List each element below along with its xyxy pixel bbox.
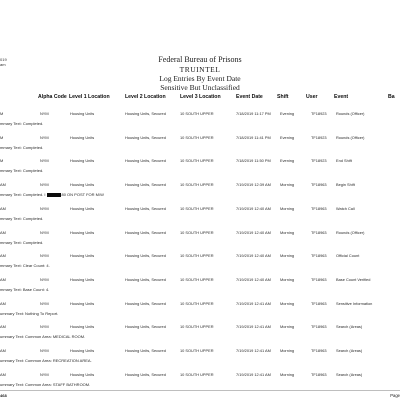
row-user: TF18963 [311, 277, 327, 282]
row-event-date: 7/19/2019 12:41 AM [236, 324, 271, 329]
classification-label: Sensitive But Unclassified [160, 83, 240, 92]
row-summary [0, 168, 43, 173]
row-level2: Housing Units, Secured [125, 182, 166, 187]
row-level3: 10 SOUTH UPPER [180, 348, 214, 353]
row-time: M [0, 111, 4, 116]
row-time: AM [0, 253, 6, 258]
row-level1: Housing Units [70, 253, 95, 258]
row-event-date: 7/19/2019 12:39 AM [236, 182, 271, 187]
row-alpha: NYM [40, 158, 49, 163]
row-time: AM [0, 230, 6, 235]
row-event-date: 7/19/2019 12:40 AM [236, 253, 271, 258]
col-level3: Level 3 Location [180, 94, 221, 100]
row-event-date: 7/19/2019 12:41 AM [236, 348, 271, 353]
row-event-date: 7/18/2019 11:41 PM [236, 135, 271, 140]
row-event: Begin Shift [336, 182, 355, 187]
row-level3: 10 SOUTH UPPER [180, 301, 214, 306]
summary-text: mmary Text: Clear Count: 4. [0, 263, 50, 268]
row-time: AM [0, 324, 6, 329]
row-summary [0, 240, 43, 245]
row-time: AM [0, 301, 6, 306]
col-user: User [306, 94, 318, 100]
row-level1: Housing Units [70, 158, 95, 163]
row-event-date: 7/19/2019 12:41 AM [236, 372, 271, 377]
row-alpha: NYM [40, 372, 49, 377]
row-level1: Housing Units [70, 277, 95, 282]
row-time: AM [0, 182, 6, 187]
row-summary [0, 311, 58, 316]
row-summary [0, 145, 43, 150]
row-summary [0, 192, 104, 197]
row-user: TF18963 [311, 253, 327, 258]
summary-text: mmary Text: Completed. I [0, 192, 46, 197]
row-level2: Housing Units, Secured [125, 301, 166, 306]
row-level3: 10 SOUTH UPPER [180, 135, 214, 140]
row-time: AM [0, 348, 6, 353]
page-label: Page [390, 393, 400, 398]
row-level2: Housing Units, Secured [125, 111, 166, 116]
row-event: Rounds (Officer) [336, 135, 365, 140]
row-shift: Evening [280, 135, 295, 140]
row-shift: Morning [280, 348, 295, 353]
col-shift: Shift [277, 94, 289, 100]
row-alpha: NYM [40, 230, 49, 235]
row-user: TF18963 [311, 372, 327, 377]
row-event-date: 7/18/2019 11:17 PM [236, 111, 271, 116]
row-summary [0, 358, 92, 363]
redaction-block [47, 193, 61, 197]
row-level3: 10 SOUTH UPPER [180, 230, 214, 235]
row-shift: Morning [280, 372, 295, 377]
row-event: Official Count [336, 253, 360, 258]
summary-text: mmary Text: Completed. [0, 121, 44, 126]
row-level2: Housing Units, Secured [125, 158, 166, 163]
row-user: TF18963 [311, 348, 327, 353]
row-alpha: NYM [40, 135, 49, 140]
col-event: Event [334, 94, 349, 100]
row-level2: Housing Units, Secured [125, 135, 166, 140]
row-level3: 10 SOUTH UPPER [180, 111, 214, 116]
row-level1: Housing Units [70, 135, 95, 140]
row-user: TF18963 [311, 301, 327, 306]
row-level2: Housing Units, Secured [125, 206, 166, 211]
row-summary [0, 287, 49, 292]
row-alpha: NYM [40, 324, 49, 329]
row-alpha: NYM [40, 301, 49, 306]
row-event: Rounds (Officer) [336, 111, 365, 116]
row-level1: Housing Units [70, 372, 95, 377]
row-event: Search (Areas) [336, 324, 363, 329]
row-event: End Shift [336, 158, 352, 163]
row-level1: Housing Units [70, 301, 95, 306]
row-level2: Housing Units, Secured [125, 277, 166, 282]
corner-date-fragment: 019 am [0, 57, 7, 67]
summary-text: ummary Text: Common Area: MEDICAL ROOM. [0, 334, 86, 339]
row-event: Watch Call [336, 206, 355, 211]
row-level3: 10 SOUTH UPPER [180, 253, 214, 258]
row-shift: Morning [280, 182, 295, 187]
row-alpha: NYM [40, 206, 49, 211]
col-event-date: Event Date [236, 94, 263, 100]
row-shift: Morning [280, 277, 295, 282]
row-event: Rounds (Officer) [336, 230, 365, 235]
row-level2: Housing Units, Secured [125, 253, 166, 258]
row-user: TF18923 [311, 158, 327, 163]
row-summary [0, 334, 85, 339]
row-time: M [0, 135, 4, 140]
row-time: AM [0, 277, 6, 282]
row-user: TF18963 [311, 206, 327, 211]
system-title: TRUINTEL [179, 65, 221, 74]
row-summary [0, 263, 50, 268]
row-level1: Housing Units [70, 348, 95, 353]
row-shift: Evening [280, 111, 295, 116]
row-time: AM [0, 372, 6, 377]
report-title: Log Entries By Event Date [159, 74, 241, 83]
row-shift: Evening [280, 158, 295, 163]
col-ba: Ba [388, 94, 395, 100]
row-summary [0, 121, 43, 126]
row-level3: 10 SOUTH UPPER [180, 158, 214, 163]
row-level3: 10 SOUTH UPPER [180, 206, 214, 211]
row-event-date: 7/19/2019 12:41 AM [236, 301, 271, 306]
row-level2: Housing Units, Secured [125, 230, 166, 235]
row-shift: Morning [280, 230, 295, 235]
row-level2: Housing Units, Secured [125, 348, 166, 353]
row-event-date: 7/19/2019 12:40 AM [236, 206, 271, 211]
row-event-date: 7/19/2019 12:40 AM [236, 230, 271, 235]
row-level3: 10 SOUTH UPPER [180, 182, 214, 187]
row-alpha: NYM [40, 111, 49, 116]
row-event: Search (Areas) [336, 348, 363, 353]
footer-number: 468 [0, 393, 7, 398]
row-level3: 10 SOUTH UPPER [180, 277, 214, 282]
row-user: TF18923 [311, 111, 327, 116]
row-event-date: 7/18/2019 11:50 PM [236, 158, 271, 163]
row-level1: Housing Units [70, 230, 95, 235]
row-user: TF18963 [311, 230, 327, 235]
row-shift: Morning [280, 301, 295, 306]
row-event-date: 7/19/2019 12:40 AM [236, 277, 271, 282]
summary-text: mmary Text: Base Count: 4. [0, 287, 50, 292]
summary-text: ummary Text: Nothing To Report. [0, 311, 59, 316]
row-event: Search (Areas) [336, 372, 363, 377]
row-alpha: NYM [40, 277, 49, 282]
row-summary [0, 216, 43, 221]
row-user: TF18963 [311, 324, 327, 329]
row-event: Sensitive Information [336, 301, 373, 306]
footer-rule [0, 390, 400, 391]
row-user: TF18963 [311, 182, 327, 187]
summary-text: mmary Text: Completed. [0, 240, 44, 245]
agency-title: Federal Bureau of Prisons [158, 55, 242, 64]
row-summary [0, 382, 90, 387]
row-level1: Housing Units [70, 182, 95, 187]
row-alpha: NYM [40, 182, 49, 187]
summary-tail: 80 ON POST FOR M/W [61, 192, 104, 197]
summary-text: mmary Text: Completed. [0, 145, 44, 150]
row-alpha: NYM [40, 253, 49, 258]
summary-text: mmary Text: Completed. [0, 168, 44, 173]
row-time: AM [0, 206, 6, 211]
row-level2: Housing Units, Secured [125, 324, 166, 329]
row-level2: Housing Units, Secured [125, 372, 166, 377]
col-level1: Level 1 Location [69, 94, 110, 100]
row-shift: Morning [280, 324, 295, 329]
col-alpha-code: Alpha Code [38, 94, 67, 100]
row-level1: Housing Units [70, 111, 95, 116]
row-level3: 10 SOUTH UPPER [180, 324, 214, 329]
row-time: M [0, 158, 4, 163]
row-user: TF18923 [311, 135, 327, 140]
summary-text: mmary Text: Completed. [0, 216, 44, 221]
row-level3: 10 SOUTH UPPER [180, 372, 214, 377]
row-level1: Housing Units [70, 206, 95, 211]
row-level1: Housing Units [70, 324, 95, 329]
summary-text: ummary Text: Common Area: STAFF BATHROOM. [0, 382, 91, 387]
row-shift: Morning [280, 253, 295, 258]
row-shift: Morning [280, 206, 295, 211]
row-alpha: NYM [40, 348, 49, 353]
col-level2: Level 2 Location [125, 94, 166, 100]
row-event: Base Count Verified [336, 277, 371, 282]
summary-text: ummary Text: Common Area: RECREATION AREA. [0, 358, 92, 363]
